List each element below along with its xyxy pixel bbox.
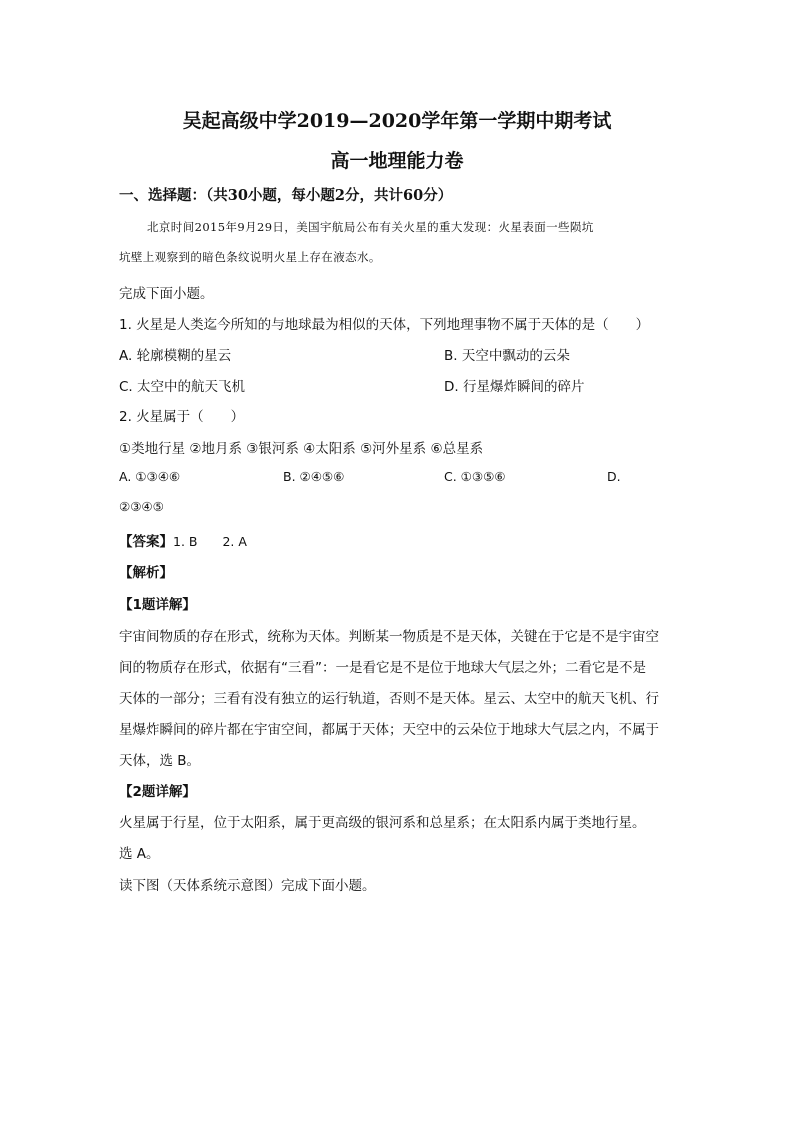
q1-analysis-line: 天体，选 B。 <box>119 753 201 769</box>
q1-analysis-line: 宇宙间物质的存在形式，统称为天体。判断某一物质是不是天体，关键在于它是不是宇宙空 <box>119 629 659 645</box>
next-instruction: 读下图（天体系统示意图）完成下面小题。 <box>119 878 376 894</box>
q2-option-c: C. ①③⑤⑥ <box>444 469 506 484</box>
question-1-stem: 1. 火星是人类迄今所知的与地球最为相似的天体，下列地理事物不属于天体的是（ ） <box>119 317 650 333</box>
instruction-text: 完成下面小题。 <box>119 286 214 302</box>
q2-option-a: A. ①③④⑥ <box>119 469 181 484</box>
q2-analysis-heading: 【2题详解】 <box>119 784 196 800</box>
exam-subtitle: 高一地理能力卷 <box>330 150 464 172</box>
analysis-label: 【解析】 <box>119 565 173 581</box>
q2-choices: ①类地行星 ②地月系 ③银河系 ④太阳系 ⑤河外星系 ⑥总星系 <box>119 441 484 457</box>
answer-values: 1. B 2. A <box>173 534 247 549</box>
q2-option-d: D. <box>607 469 621 484</box>
q2-option-b: B. ②④⑤⑥ <box>283 469 345 484</box>
answer-line <box>119 530 247 550</box>
answer-label: 【答案】 <box>119 534 173 550</box>
passage-line-1: 北京时间2015年9月29日，美国宇航局公布有关火星的重大发现：火星表面一些陨坑 <box>147 220 594 234</box>
q2-option-d-text: ②③④⑤ <box>119 499 164 514</box>
q1-analysis-line: 星爆炸瞬间的碎片都在宇宙空间，都属于天体；天空中的云朵位于地球大气层之内，不属于 <box>119 722 659 738</box>
q1-option-a: A. 轮廓模糊的星云 <box>119 348 232 364</box>
question-2-stem: 2. 火星属于（ ） <box>119 409 245 425</box>
q1-option-c: C. 太空中的航天飞机 <box>119 379 246 395</box>
section-heading: 一、选择题：（共30小题，每小题2分，共计60分） <box>119 187 453 204</box>
q1-option-b: B. 天空中飘动的云朵 <box>444 348 570 364</box>
q1-analysis-line: 天体的一部分；三看有没有独立的运行轨道，否则不是天体。星云、太空中的航天飞机、行 <box>119 691 659 707</box>
q1-analysis-heading: 【1题详解】 <box>119 597 196 613</box>
q2-analysis-line: 选 A。 <box>119 846 160 862</box>
passage-line-2: 坑壁上观察到的暗色条纹说明火星上存在液态水。 <box>119 250 381 264</box>
q1-analysis-line: 间的物质存在形式，依据有“三看”：一是看它是不是位于地球大气层之外；二看它是不是 <box>119 660 646 676</box>
exam-title: 吴起高级中学2019—2020学年第一学期中期考试 <box>182 110 612 132</box>
q2-analysis-line: 火星属于行星，位于太阳系，属于更高级的银河系和总星系；在太阳系内属于类地行星。 <box>119 815 646 831</box>
q1-option-d: D. 行星爆炸瞬间的碎片 <box>444 379 585 395</box>
